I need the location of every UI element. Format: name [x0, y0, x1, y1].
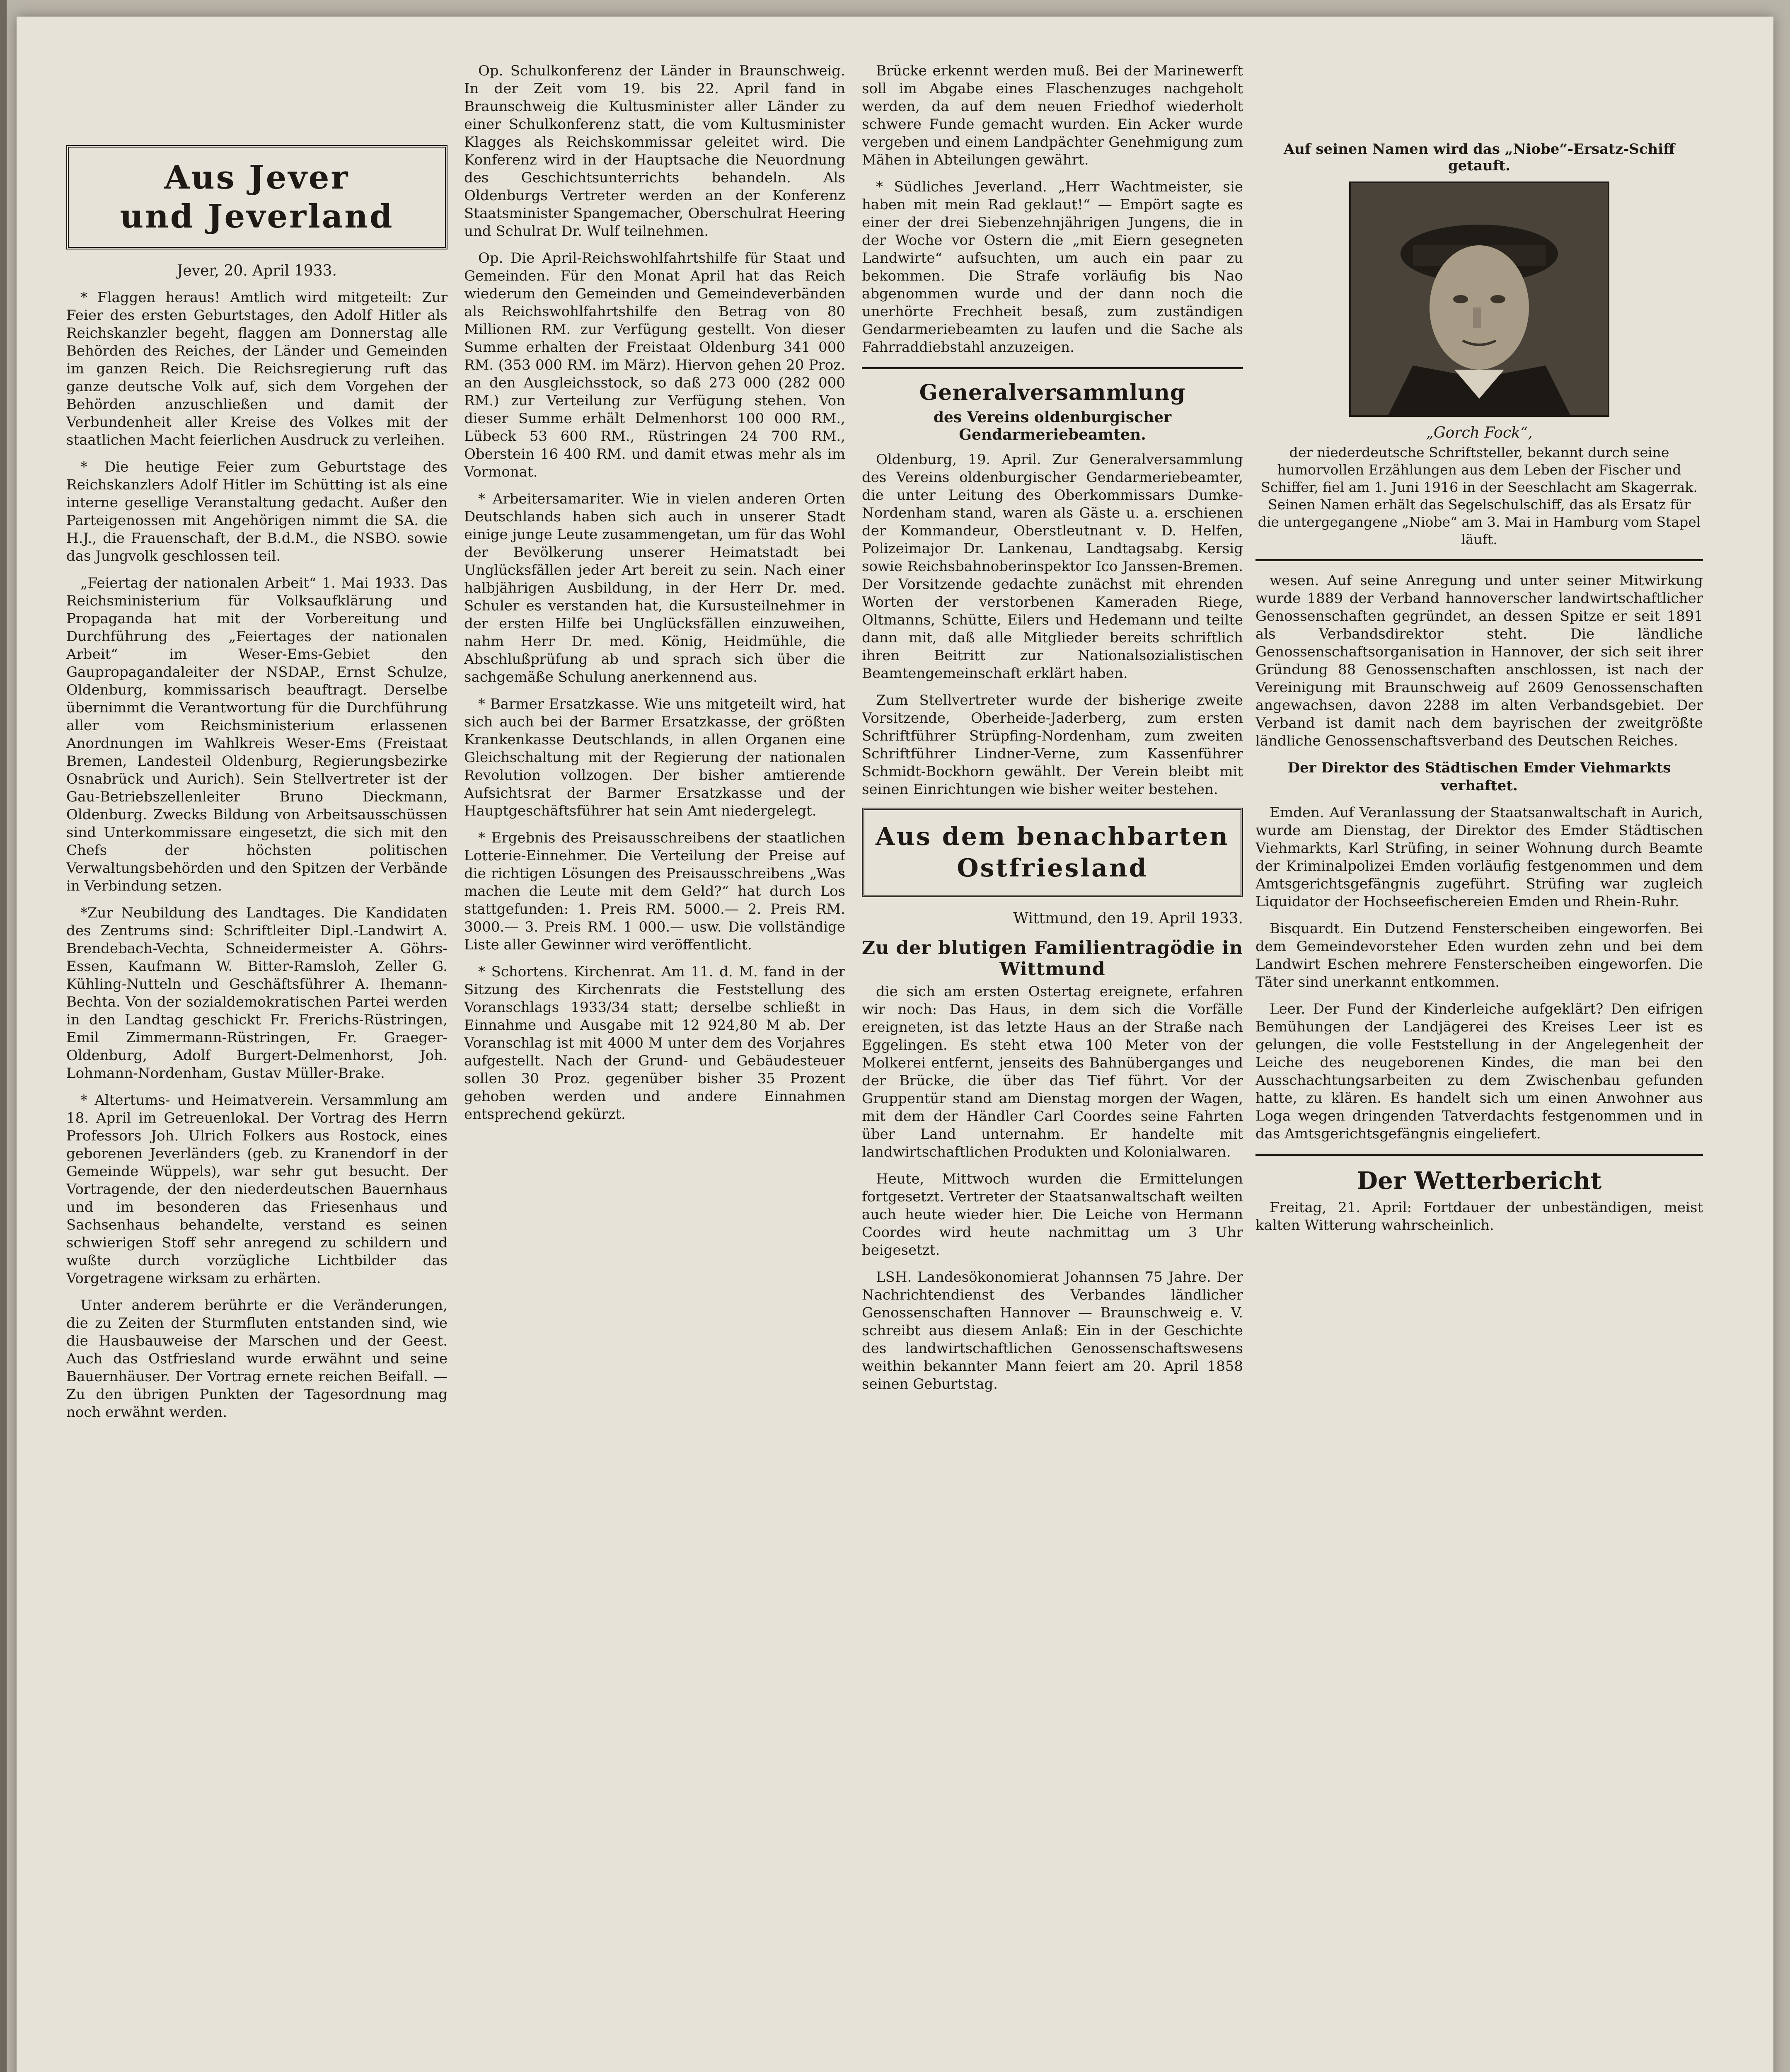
subheadline-gendarmerie: des Vereins oldenburgischer Gendarmeriebeamten. [933, 409, 1172, 443]
page-edge-shadow [0, 0, 7, 2072]
photo-caption: Auf seinen Namen wird das „Niobe“-Ersatz-Schiff getauft. [1283, 141, 1675, 174]
column-4 [1255, 141, 1703, 1244]
section-title-line2: und Jeverland [120, 198, 394, 235]
divider [1255, 1154, 1703, 1156]
section-title-line1: Aus Jever [164, 159, 350, 196]
article-arbeitersamariter: * Arbeitersamariter. Wie in vielen anderen Orten Deutschlands haben sich auch in unserer Stadt einige junge Leute zusammengetan, um für das Wohl der Bevölkerung unserer Heimatstadt bei Unglücksfällen jeder Art bereit zu sein. Nach einer halbjährigen Ausbildung, in der Herr Dr. med. Schuler es verstanden hat, die Kursusteilnehmer in der ersten Hilfe bei Unglücksfällen einzuweihen, nahm Herr Dr. med. König, Heidmühle, die Abschlußprüfung ab und sprach sich über die sachgemäße Schulung anerkennend aus. [464, 491, 845, 685]
article-wohlfahrtshilfe: Op. Die April-Reichswohlfahrtshilfe für Staat und Gemeinden. Für den Monat April hat das Reich wiederum den Gemeinden und Gemeindeverbänden als Reichswohlfahrtshilfe den Betrag von 80 Millionen RM. zur Verfügung gestellt. Von dieser Summe erhalten der Freistaat Oldenburg 341 000 RM. (353 000 RM. im März). Hiervon gehen 20 Proz. an den Ausgleichsstock, so daß 273 000 (282 000 RM.) zur Verteilung zur Verfügung stehen. Von dieser Summe erhält Delmenhorst 100 000 RM., Lübeck 53 600 RM., Rüstringen 24 700 RM., Oberstein 16 400 RM. und damit etwas mehr als im Vormonat. [464, 250, 845, 480]
headline-generalversammlung: Generalversammlung [919, 380, 1186, 405]
article-marinewerft: Brücke erkennt werden muß. Bei der Marinewerft soll im Abgabe eines Flaschenzuges nachgeholt werden, da auf dem neuen Friedhof wiederholt schwere Funde gemacht wurden. Ein Acker wurde vergeben und einem Landpächter Genehmigung zum Mähen in Abteilungen gewährt. [862, 63, 1243, 168]
article-viehmarkt: Emden. Auf Veranlassung der Staatsanwaltschaft in Aurich, wurde am Dienstag, der Direktor des Emder Städtischen Viehmarkts, Karl Strüfing, in seiner Wohnung durch Beamte der Kriminalpolizei Emden vorläufig festgenommen und dem Amtsgerichtsgefängnis zugeführt. Strüfing war zugleich Liquidator der Hochseefischereien Emden und Rhein-Ruhr. [1255, 804, 1703, 910]
article-landtag: *Zur Neubildung des Landtages. Die Kandidaten des Zentrums sind: Schriftleiter Dipl.-Landwirt A. Brendebach-Vechta, Schneidermeister A. Göhrs-Essen, Kaufmann W. Bitter-Ramsloh, Zeller G. Kühling-Nutteln und Geschäftsführer A. Ihemann-Bechta. Von der sozialdemokratischen Partei werden in den Landtag geschickt Fr. Frerichs-Rüstringen, Emil Zimmermann-Rüstringen, Fr. Graeger-Oldenburg, Adolf Burgert-Delmenhorst, Joh. Lohmann-Nordenham, Gustav Müller-Brake. [66, 905, 448, 1082]
article-schortens: * Schortens. Kirchenrat. Am 11. d. M. fand in der Sitzung des Kirchenrats die Feststellung des Voranschlags 1933/34 statt; derselbe schließt in Einnahme und Ausgabe mit 12 924,80 M ab. Der Voranschlag ist mit 4000 M unter dem des Vorjahres aufgestellt. Nach der Grund- und Gebäudesteuer sollen 30 Proz. gegenüber bisher 35 Prozent gehoben werden und andere Einnahmen entsprechend gekürzt. [464, 963, 845, 1123]
article-leer: Leer. Der Fund der Kinderleiche aufgeklärt? Den eifrigen Bemühungen der Landjägerei des Kreises Leer ist es gelungen, die volle Feststellung in der Angelegenheit der Leiche des neugeborenen Kindes, die man bei den Ausschachtungsarbeiten zu dem Zwischenbau gefunden hatte, zu klären. Es handelt sich um einen Anwohner aus Loga wegen dringenden Tatverdachts festgenommen und in das Amtsgerichtsgefängnis eingeliefert. [1255, 1001, 1703, 1142]
section-title-line1: Aus dem benachbarten [875, 822, 1230, 851]
article-preisausschreiben: * Ergebnis des Preisausschreibens der staatlichen Lotterie-Einnehmer. Die Verteilung der Preise auf die richtigen Lösungen des Preisausschreibens „Was machen die Leute mit dem Geld?“ hat durch Los stattgefunden: 1. Preis RM. 5000.— 2. Preis RM. 3000.— 3. Preis RM. 1 000.— usw. Die vollständige Liste aller Gewinner wird veröffentlicht. [464, 830, 845, 953]
article-barmer: * Barmer Ersatzkasse. Wie uns mitgeteilt wird, hat sich auch bei der Barmer Ersatzkasse, der größten Krankenkasse Deutschlands, in allen Organen eine Gleichschaltung mit der Regierung der nationalen Revolution vollzogen. Der bisher amtierende Aufsichtsrat der Barmer Ersatzkasse und der Hauptgeschäftsführer hat sein Amt niedergelegt. [464, 696, 845, 819]
dateline-jever: Jever, 20. April 1933. [177, 262, 337, 279]
photo-name: „Gorch Fock“, [1426, 424, 1533, 441]
portrait-photo [1349, 182, 1609, 417]
photo-description: der niederdeutsche Schriftsteller, bekannt durch seine humorvollen Erzählungen aus dem Leben der Fischer und Schiffer, fiel am 1. Juni 1916 in der Seeschlacht am Skagerrak. Seinen Namen erhält das Segelschulschiff, das als Ersatz für die untergegangene „Niobe“ am 3. Mai in Hamburg vom Stapel läuft. [1258, 444, 1701, 547]
divider [1255, 559, 1703, 561]
newspaper-page [17, 17, 1773, 2072]
section-header-ostfriesland [862, 808, 1243, 897]
article-flaggen: * Flaggen heraus! Amtlich wird mitgeteilt: Zur Feier des ersten Geburtstages, den Adolf Hitler als Reichskanzler begeht, flaggen am Donnerstag alle Behörden des Reiches, der Länder und Gemeinden im ganzen Reich. Die Reichsregierung ruft das ganze deutsche Volk auf, sich dem Vorgehen der Behörden anzuschließen und damit der Verbundenheit aller Kreise des Volkes mit der staatlichen Macht feierlichen Ausdruck zu verleihen. [66, 289, 448, 448]
weather-title: Der Wetterbericht [1357, 1167, 1602, 1195]
column-2 [464, 62, 845, 1133]
article-bisquardt: Bisquardt. Ein Dutzend Fensterscheiben eingeworfen. Bei dem Gemeindevorsteher Eden wurden zehn und bei dem Landwirt Eschen mehrere Fensterscheiben eingeworfen. Die Täter sind unerkannt entkommen. [1255, 920, 1703, 990]
article-generalversammlung: Oldenburg, 19. April. Zur Generalversammlung des Vereins oldenburgischer Gendarmeriebeamter, die unter Leitung des Oberkommissars Dumke-Nordenham stand, waren als Gäste u. a. erschienen der Kommandeur, Oberstleutnant v. D. Helfen, Polizeimajor Dr. Lankenau, Landtagsabg. Kersig sowie Reichsbahnoberinspektor Ico Janssen-Bremen. Der Vorsitzende gedachte zunächst mit ehrenden Worten der verstorbenen Kameraden Riege, Oltmanns, Schütte, Eilers und Hedemann und teilte dann mit, daß alle Mitglieder bereits schriftlich ihren Beitritt zur Nationalsozialistischen Beamtengemeinschaft erklärt haben. [862, 451, 1243, 682]
headline-viehmarkt: Der Direktor des Städtischen Emder Viehmarkts verhaftet. [1287, 760, 1671, 794]
article-genossenschaft: wesen. Auf seine Anregung und unter seiner Mitwirkung wurde 1889 der Verband hannoverscher landwirtschaftlicher Genossenschaften gegründet, an dessen Spitze er seit 1891 als Verbandsdirektor steht. Die ländliche Genossenschaftsorganisation in Hannover, der sich seit ihrer Gründung 88 Genossenschaften anschlossen, ist nach der Vereinigung mit Braunschweig auf 2609 Genossenschaften angewachsen, davon 2288 im alten Verbandsgebiet. Der Verband ist damit nach dem bayrischen der zweitgrößte ländliche Genossenschaftsverband des Deutschen Reiches. [1255, 572, 1703, 749]
divider [862, 367, 1243, 369]
sailor-portrait-icon [1351, 183, 1608, 415]
article-feiertag: „Feiertag der nationalen Arbeit“ 1. Mai 1933. Das Reichsministerium für Volksaufklärung und Propaganda hat mit der Vorbereitung und Durchführung des „Feiertages der nationalen Arbeit“ im Weser-Ems-Gebiet den Gaupropagandaleiter der NSDAP., Ernst Schulze, Oldenburg, kommissarisch beauftragt. Derselbe übernimmt die Verantwortung für die Durchführung aller vom Reichsministerium erlassenen Anordnungen im Wahlkreis Weser-Ems (Freistaat Bremen, Landesteil Oldenburg, Regierungsbezirke Osnabrück und Aurich). Sein Stellvertreter ist der Gau-Betriebszellenleiter Bruno Dieckmann, Oldenburg. Zwecks Bildung von Arbeitsausschüssen sind Unterkommissare eingesetzt, die sich mit den Chefs der höchsten politischen Verwaltungsbehörden und den Spitzen der Verbände in Verbindung setzen. [66, 575, 448, 894]
article-generalversammlung-cont: Zum Stellvertreter wurde der bisherige zweite Vorsitzende, Oberheide-Jaderberg, zum ersten Schriftführer Strüpfing-Nordenham, zum zweiten Schriftführer Lindner-Verne, zum Kassenführer Schmidt-Bockhorn gewählt. Der Verein bleibt mit seinen Einrichtungen wie bisher weiter bestehen. [862, 692, 1243, 798]
article-schulkonferenz: Op. Schulkonferenz der Länder in Braunschweig. In der Zeit vom 19. bis 22. April fand in Braunschweig die Kultusminister aller Länder zu einer Schulkonferenz statt, die vom Kultusminister Klagges als Reichskommissar geleitet wird. Die Konferenz wird in der Hauptsache die Neuordnung des Geschichtsunterrichts behandeln. Als Oldenburgs Vertreter werden an der Konferenz Staatsminister Spangemacher, Oberschulrat Heering und Schulrat Dr. Wulf teilnehmen. [464, 63, 845, 240]
article-johannsen: LSH. Landesökonomierat Johannsen 75 Jahre. Der Nachrichtendienst des Verbandes ländlicher Genossenschaften Hannover — Braunschweig e. V. schreibt aus diesem Anlaß: Ein in der Geschichte des landwirtschaftlichen Genossenschaftswesens weithin bekannter Mann feiert am 20. April 1858 seinen Geburtstag. [862, 1269, 1243, 1392]
weather-text: Freitag, 21. April: Fortdauer der unbeständigen, meist kalten Witterung wahrscheinlich. [1255, 1199, 1703, 1234]
section-title-line2: Ostfriesland [957, 854, 1148, 883]
article-familientragoedie-cont: Heute, Mittwoch wurden die Ermittelungen fortgesetzt. Vertreter der Staatsanwaltschaft weilten auch heute wieder hier. Die Leiche von Hermann Coordes wird heute nachmittag um 3 Uhr beigesetzt. [862, 1171, 1243, 1259]
article-feier: * Die heutige Feier zum Geburtstage des Reichskanzlers Adolf Hitler im Schütting ist als eine interne gesellige Veranstaltung gedacht. Außer den Parteigenossen mit Angehörigen nimmt die SA. die H.J., die Frauenschaft, der B.d.M., die NSBO. sowie das Jungvolk geschlossen teil. [66, 459, 448, 564]
article-heimatverein-cont: Unter anderem berührte er die Veränderungen, die zu Zeiten der Sturmfluten entstanden sind, wie die Hausbauweise der Marschen und der Geest. Auch das Ostfriesland wurde erwähnt und seine Bauernhäuser. Der Vortrag ernete reichen Beifall. — Zu den übrigen Punkten der Tagesordnung mag noch erwähnt werden. [66, 1297, 448, 1421]
column-3 [862, 62, 1243, 1402]
article-familientragoedie: die sich am ersten Ostertag ereignete, erfahren wir noch: Das Haus, in dem sich die Vorfälle ereigneten, ist das letzte Haus an der Straße nach Eggelingen. Es steht etwa 100 Meter von der Molkerei entfernt, jenseits des Bahnüberganges und der Brücke, die über das Tief führt. Vor der Gruppentür stand am Dienstag morgen der Wagen, mit dem der Händler Carl Coordes seine Fahrten über Land unternahm. Er handelte mit landwirtschaftlichen Produkten und Kolonialwaren. [862, 983, 1243, 1160]
article-heimatverein: * Altertums- und Heimatverein. Versammlung am 18. April im Getreuenlokal. Der Vortrag des Herrn Professors Joh. Ulrich Folkers aus Rostock, eines geborenen Jeverländers (geb. zu Kranendorf in der Gemeinde Wüppels), war sehr gut besucht. Der Vortragende, der den niederdeutschen Bauernhaus und im besonderen das Friesenhaus und Sachsenhaus behandelte, verstand es seinen schwierigen Stoff sehr anregend zu schildern und wußte durch vorzügliche Lichtbilder das Vorgetragene wirksam zu erhärten. [66, 1092, 448, 1287]
column-1 [66, 145, 448, 1431]
dateline-wittmund: Wittmund, den 19. April 1933. [1013, 910, 1243, 927]
article-suedliches-jeverland: * Südliches Jeverland. „Herr Wachtmeister, sie haben mit mein Rad geklaut!“ — Empört sagte es einer der drei Siebenzehnjährigen Jungens, die in der Woche vor Ostern die „mit Eiern gesegneten Landwirte“ aufsuchten, um auch ein paar zu bekommen. Die Strafe vorläufig bis Nao abgenommen wurde und der dann noch die unerhörte Frechheit besaß, zum zuständigen Gendarmeriebeamten zu laufen und die Sache als Fahrraddiebstahl anzuzeigen. [862, 179, 1243, 356]
headline-familientragoedie: Zu der blutigen Familientragödie in Wittmund [862, 937, 1243, 980]
section-header-jever [66, 145, 448, 249]
